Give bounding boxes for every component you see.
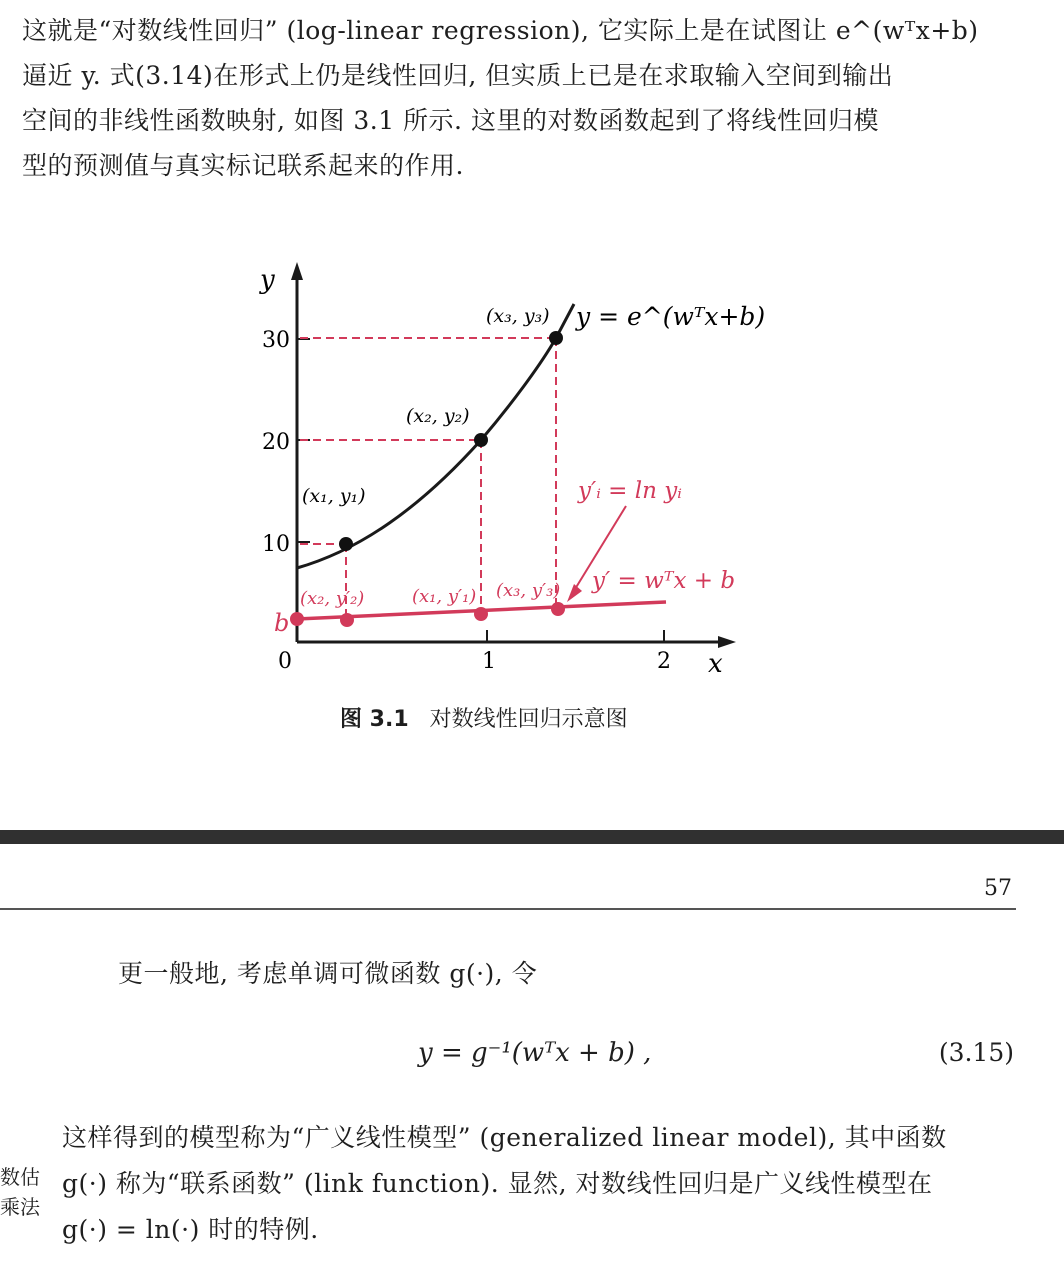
line-point xyxy=(290,612,304,626)
header-rule xyxy=(0,908,1016,910)
curve-point xyxy=(339,537,353,551)
top-paragraph xyxy=(22,8,1022,188)
line-label: y′ = wᵀx + b xyxy=(592,568,736,594)
line-point xyxy=(474,607,488,621)
figure-caption xyxy=(340,702,628,733)
paragraph-line: 逼近 y. 式(3.14)在形式上仍是线性回归, 但实质上已是在求取输入空间到输出 xyxy=(22,61,894,90)
origin-label: 0 xyxy=(278,649,292,674)
y-axis-arrow xyxy=(291,262,303,280)
margin-note xyxy=(0,1162,40,1222)
x-axis-arrow xyxy=(718,636,736,648)
paragraph-line: 空间的非线性函数映射, 如图 3.1 所示. 这里的对数函数起到了将线性回归模 xyxy=(22,106,879,135)
section-line: g(·) = ln(·) 时的特例. xyxy=(62,1215,319,1244)
y-tick-label: 20 xyxy=(262,430,290,455)
curve-point xyxy=(474,433,488,447)
exponential-curve xyxy=(297,304,574,568)
caption-label: 图 3.1 xyxy=(340,707,409,732)
y-tick-label: 10 xyxy=(262,532,290,557)
line-point-label: (x₁, y′₁) xyxy=(412,586,477,607)
section-line: g(·) 称为“联系函数” (link function). 显然, 对数线性回归是广义线性模型在 xyxy=(62,1169,933,1198)
line-point-label: (x₃, y′₃) xyxy=(496,580,561,601)
x-tick-label: 1 xyxy=(482,649,496,674)
x-tick-label: 2 xyxy=(657,649,671,674)
x-axis-label: x xyxy=(708,649,723,679)
margin-note-line: 乘法 xyxy=(0,1195,40,1219)
equation-number: (3.15) xyxy=(938,1038,1014,1067)
arrow-label: y′ᵢ = ln yᵢ xyxy=(578,478,682,504)
line-point xyxy=(340,613,354,627)
equation: y = g⁻¹(wᵀx + b) , xyxy=(418,1038,652,1068)
arrow-head xyxy=(567,584,582,602)
section-intro: 更一般地, 考虑单调可微函数 g(·), 令 xyxy=(118,959,538,988)
curve-point-label: (x₁, y₁) xyxy=(302,485,366,507)
dashed-guides xyxy=(300,338,556,620)
margin-note-line: 数估 xyxy=(0,1165,40,1189)
page-number: 57 xyxy=(984,876,1012,901)
log-linear-figure xyxy=(240,250,780,690)
line-point xyxy=(551,602,565,616)
caption-text: 对数线性回归示意图 xyxy=(429,707,628,732)
paragraph-line: 型的预测值与真实标记联系起来的作用. xyxy=(22,151,464,180)
curve-point-label: (x₂, y₂) xyxy=(406,405,470,427)
b-label: b xyxy=(274,609,290,637)
curve-label: y = e^(wᵀx+b) xyxy=(576,302,766,331)
section-line: 这样得到的模型称为“广义线性模型” (generalized linear model), 其中函数 xyxy=(62,1123,947,1152)
curve-point xyxy=(549,331,563,345)
curve-point-label: (x₃, y₃) xyxy=(486,305,550,327)
y-tick-label: 30 xyxy=(262,328,290,353)
y-axis-label: y xyxy=(260,265,275,295)
page-divider xyxy=(0,830,1064,844)
line-point-label: (x₂, y′₂) xyxy=(300,588,365,609)
paragraph-line: 这就是“对数线性回归” (log-linear regression), 它实际上是在试图让 e^(wᵀx+b) xyxy=(22,16,979,45)
